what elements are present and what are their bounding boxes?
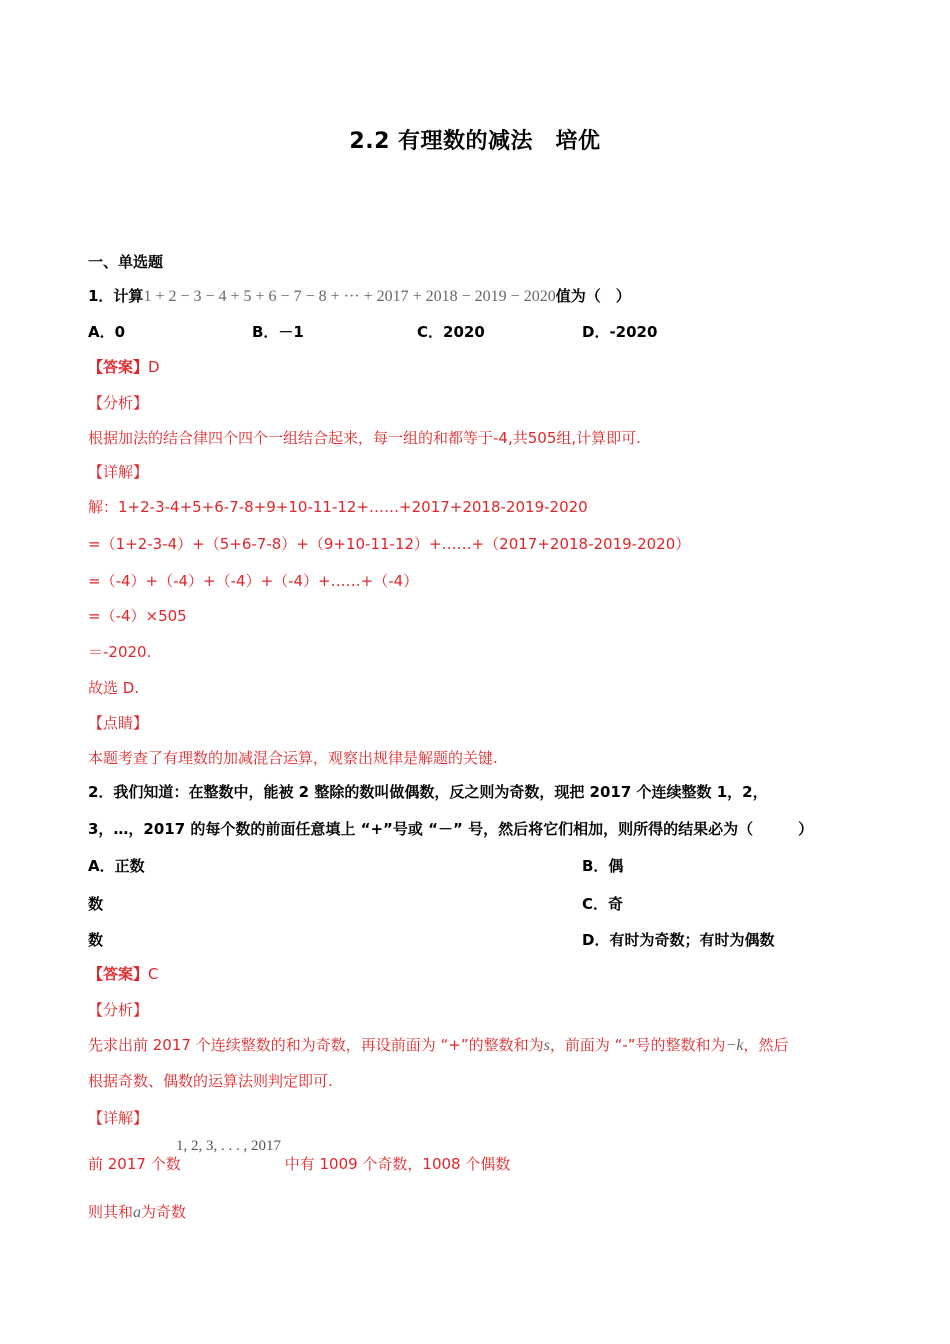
var-neg-k: −k: [725, 1037, 744, 1054]
q2-analysis-line1: [88, 1035, 788, 1056]
page-title: 2.2 有理数的减法 培优: [349, 129, 601, 154]
q1-prefix: 1．计算: [88, 287, 144, 305]
q1-comment-text: 本题考查了有理数的加减混合运算，观察出规律是解题的关键.: [88, 749, 498, 767]
var-a: a: [133, 1204, 142, 1221]
q1-answer-label: 【答案】: [88, 358, 149, 376]
q1-analysis-text: 根据加法的结合律四个四个一组结合起来，每一组的和都等于-4,共505组,计算即可.: [88, 429, 641, 447]
q1-comment-label: 【点睛】: [88, 714, 149, 732]
q1-detail-line: ＝-2020.: [88, 643, 152, 661]
q1-option-c: C．2020: [417, 323, 485, 341]
q2-detail-text: 前 2017 个数: [88, 1155, 181, 1173]
q1-detail-line: 解：1+2-3-4+5+6-7-8+9+10-11-12+……+2017+2018-2019-2020: [88, 498, 588, 516]
q2-analysis-text: ，然后: [743, 1036, 789, 1054]
q2-answer: [88, 964, 159, 984]
q1-suffix: 值为（ ）: [555, 287, 631, 305]
q1-detail-label: 【详解】: [88, 463, 149, 481]
q2-answer-label: 【答案】: [88, 965, 149, 983]
q1-detail-line: =（1+2-3-4）+（5+6-7-8）+（9+10-11-12）+……+（2017+2018-2019-2020）: [88, 535, 691, 553]
q2-detail-line1: [88, 1154, 510, 1174]
q2-detail-label: 【详解】: [88, 1109, 149, 1127]
q2-detail-text: 则其和: [88, 1203, 134, 1221]
q2-option-a: A．正数: [88, 857, 145, 875]
q2-option-b-cont: 数: [88, 895, 104, 913]
q2-answer-value: C: [148, 965, 159, 983]
q2-analysis-label: 【分析】: [88, 1001, 149, 1019]
q2-detail-text: 为奇数: [141, 1203, 187, 1221]
q2-option-c: C．奇: [582, 895, 624, 913]
q1-detail-line: 故选 D.: [88, 679, 140, 697]
q2-detail-line2: [88, 1202, 186, 1223]
q1-option-b: B．－1: [252, 323, 304, 341]
q2-detail-text: 中有 1009 个奇数，1008 个偶数: [284, 1155, 511, 1173]
q2-option-d: D．有时为奇数；有时为偶数: [582, 931, 775, 949]
q2-analysis-text: ，前面为 “-”号的整数和为: [549, 1036, 726, 1054]
q2-sequence-math: 1, 2, 3, . . . , 2017: [176, 1138, 281, 1154]
var-s: s: [543, 1037, 550, 1054]
section-heading: 一、单选题: [88, 253, 164, 271]
q1-expression: 1 + 2 − 3 − 4 + 5 + 6 − 7 − 8 + ··· + 2017 + 2018 − 2019 − 2020: [143, 288, 556, 305]
q2-stem-line1: 2．我们知道：在整数中，能被 2 整除的数叫做偶数，反之则为奇数，现把 2017 个连续整数 1，2，: [88, 783, 768, 801]
q1-option-a: A．0: [88, 323, 126, 341]
q1-answer-value: D: [148, 358, 160, 376]
q1-option-d: D．-2020: [582, 323, 658, 341]
q1-detail-line: =（-4）+（-4）+（-4）+（-4）+……+（-4）: [88, 572, 419, 590]
q1-detail-line: =（-4）×505: [88, 607, 187, 625]
q2-option-b: B．偶: [582, 857, 624, 875]
q2-option-c-cont: 数: [88, 931, 104, 949]
q2-stem-line2: 3，…，2017 的每个数的前面任意填上 “+”号或 “－” 号，然后将它们相加，则所得的结果必为（ ）: [88, 820, 814, 838]
q1-stem: [88, 286, 631, 307]
q1-answer: [88, 357, 160, 377]
q2-analysis-text: 先求出前 2017 个连续整数的和为奇数，再设前面为 “+”的整数和为: [88, 1036, 544, 1054]
q2-analysis-line2: 根据奇数、偶数的运算法则判定即可.: [88, 1072, 333, 1090]
q1-analysis-label: 【分析】: [88, 394, 149, 412]
